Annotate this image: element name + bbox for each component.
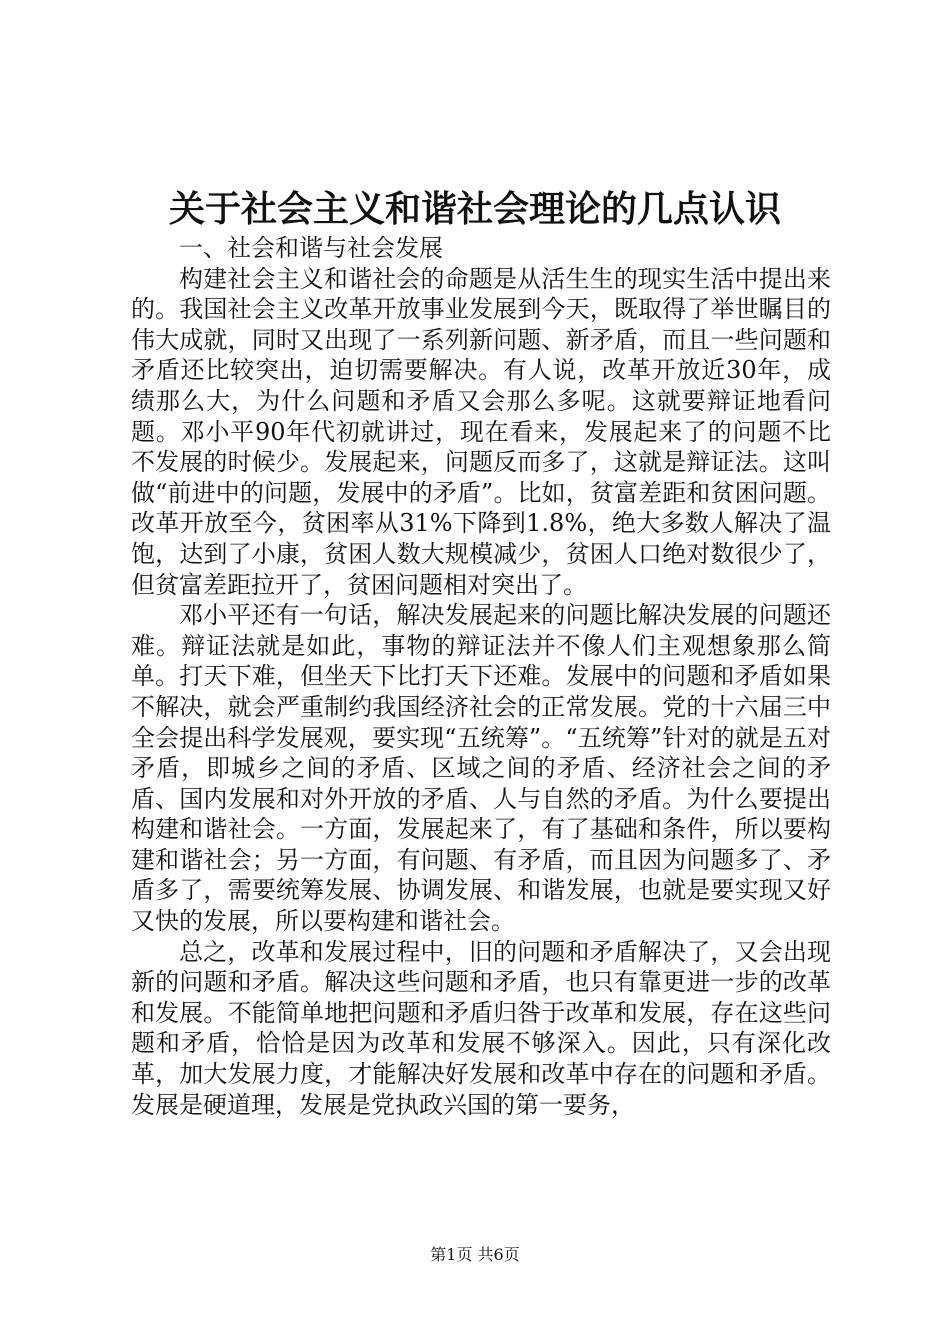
- document-title: 关于社会主义和谐社会理论的几点认识: [168, 188, 781, 230]
- paragraph-3: 总之，改革和发展过程中，旧的问题和矛盾解决了，又会出现新的问题和矛盾。解决这些问题和矛盾，也只有靠更进一步的改革和发展。不能简单地把问题和矛盾归咎于改革和发展，存在这些问题和矛盾，恰恰是因为改革和发展不够深入。因此，只有深化改革，加大发展力度，才能解决好发展和改革中存在的问题和矛盾。发展是硬道理，发展是党执政兴国的第一要务，: [131, 937, 831, 1119]
- section-heading: 一、社会和谐与社会发展: [179, 234, 443, 262]
- paragraph-2: 邓小平还有一句话，解决发展起来的问题比解决发展的问题还难。辩证法就是如此，事物的辩证法并不像人们主观想象那么简单。打天下难，但坐天下比打天下还难。发展中的问题和矛盾如果不解决，就会严重制约我国经济社会的正常发展。党的十六届三中全会提出科学发展观，要实现“五统筹”。“五统筹”针对的就是五对矛盾，即城乡之间的矛盾、区域之间的矛盾、经济社会之间的矛盾、国内发展和对外开放的矛盾、人与自然的矛盾。为什么要提出构建和谐社会。一方面，发展起来了，有了基础和条件，所以要构建和谐社会；另一方面，有问题、有矛盾，而且因为问题多了、矛盾多了，需要统筹发展、协调发展、和谐发展，也就是要实现又好又快的发展，所以要构建和谐社会。: [131, 601, 831, 936]
- page-footer: 第1页 共6页: [430, 1245, 520, 1264]
- paragraph-1: 构建社会主义和谐社会的命题是从活生生的现实生活中提出来的。我国社会主义改革开放事业发展到今天，既取得了举世瞩目的伟大成就，同时又出现了一系列新问题、新矛盾，而且一些问题和矛盾还比较突出，迫切需要解决。有人说，改革开放近30年，成绩那么大，为什么问题和矛盾又会那么多呢。这就要辩证地看问题。邓小平90年代初就讲过，现在看来，发展起来了的问题不比不发展的时候少。发展起来，问题反而多了，这就是辩证法。这叫做“前进中的问题，发展中的矛盾”。比如，贫富差距和贫困问题。改革开放至今，贫困率从31%下降到1.8%，绝大多数人解决了温饱，达到了小康，贫困人数大规模减少，贫困人口绝对数很少了，但贫富差距拉开了，贫困问题相对突出了。: [131, 264, 831, 599]
- document-body: [131, 233, 831, 1120]
